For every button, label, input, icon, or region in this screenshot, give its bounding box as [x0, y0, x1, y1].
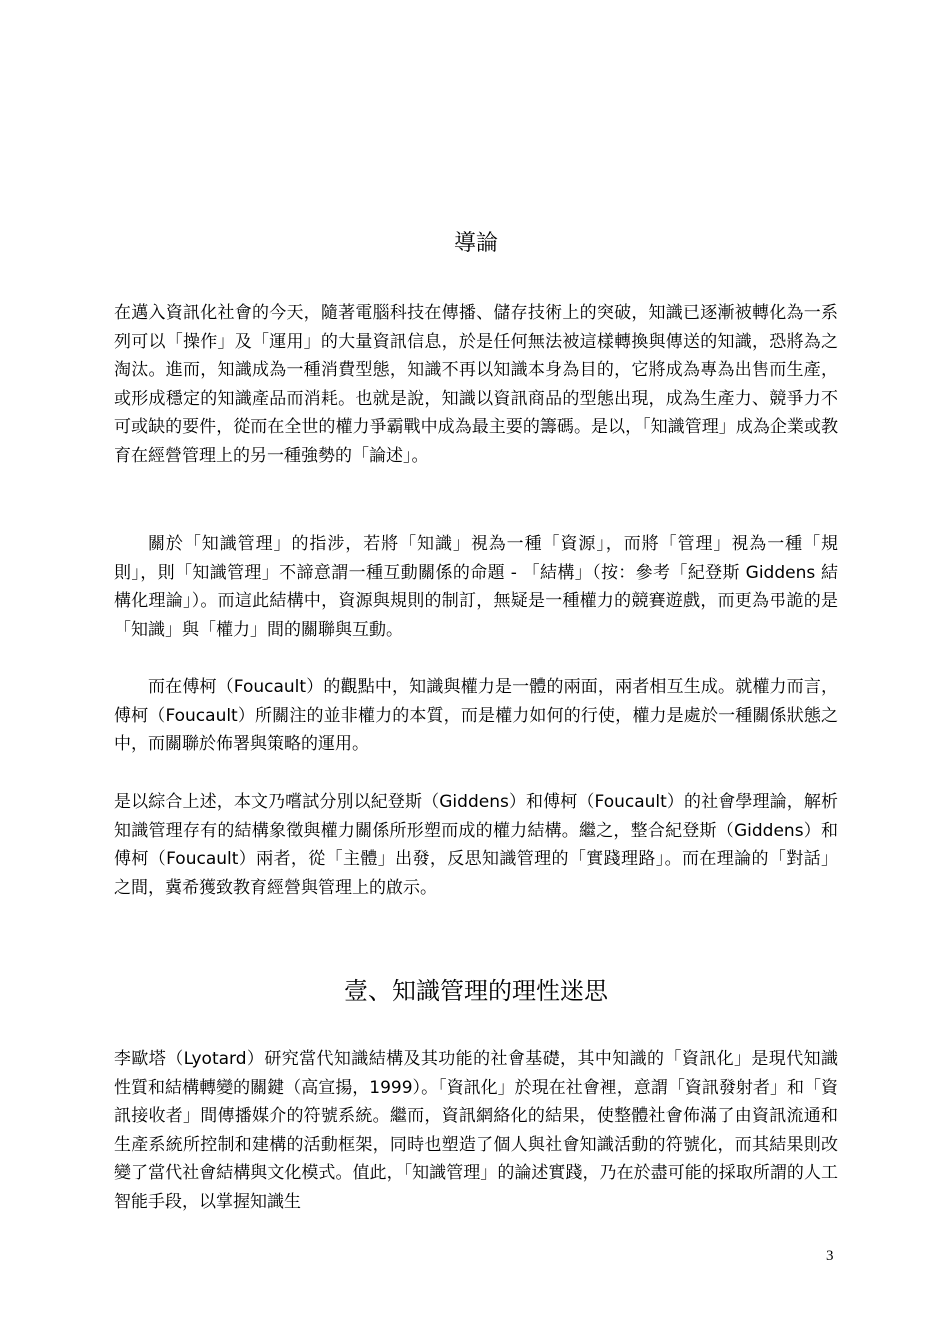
section-heading: 壹、知識管理的理性迷思 [344, 977, 608, 1005]
intro-paragraph-1: 在邁入資訊化社會的今天，隨著電腦科技在傳播、儲存技術上的突破，知識已逐漸被轉化為一系列可以「操作」及「運用」的大量資訊信息，於是任何無法被這樣轉換與傳送的知識，恐將為之淘汰。進而，知識成為一種消費型態，知識不再以知識本身為目的，它將成為專為出售而生產，或形成穩定的知識產品而消耗。也就是說，知識以資訊商品的型態出現，成為生產力、競爭力不可或缺的要件，從而在全世的權力爭霸戰中成為最主要的籌碼。是以，「知識管理」成為企業或教育在經營管理上的另一種強勢的「論述」。 [114, 303, 838, 466]
introduction-heading: 導論 [453, 231, 498, 256]
section-paragraph-1: 李歐塔（Lyotard）研究當代知識結構及其功能的社會基礎，其中知識的「資訊化」是現代知識性質和結構轉變的關鍵（高宣揚，1999）。「資訊化」於現在社會裡，意謂「資訊發射者」和「資訊接收者」間傳播媒介的符號系統。繼而，資訊網絡化的結果，使整體社會佈滿了由資訊流通和生產系統所控制和建構的活動框架，同時也塑造了個人與社會知識活動的符號化，而其結果則改變了當代社會結構與文化模式。值此，「知識管理」的論述實踐，乃在於盡可能的採取所謂的人工智能手段，以掌握知識生 [114, 1049, 838, 1212]
intro-paragraph-2: 關於「知識管理」的指涉，若將「知識」視為一種「資源」，而將「管理」視為一種「規則」，則「知識管理」不諦意謂一種互動關係的命題 - 「結構」（按：參考「紀登斯 Giddens 結構化理論」）。而這此結構中，資源與規則的制訂，無疑是一種權力的競賽遊戲，而更為弔詭的是「知識」與「權力」間的關聯與互動。 [114, 534, 838, 640]
page-number: 3 [826, 1248, 834, 1264]
intro-paragraph-3: 而在傅柯（Foucault）的觀點中，知識與權力是一體的兩面，兩者相互生成。就權力而言，傅柯（Foucault）所關注的並非權力的本質，而是權力如何的行使，權力是處於一種關係狀態之中，而關聯於佈署與策略的運用。 [114, 677, 838, 755]
intro-paragraph-4: 是以綜合上述，本文乃嚐試分別以紀登斯（Giddens）和傅柯（Foucault）的社會學理論，解析知識管理存有的結構象徵與權力關係所形塑而成的權力結構。繼之，整合紀登斯（Giddens）和傅柯（Foucault）兩者，從「主體」出發，反思知識管理的「實踐理路」。而在理論的「對話」之間，冀希獲致教育經營與管理上的啟示。 [114, 792, 838, 898]
